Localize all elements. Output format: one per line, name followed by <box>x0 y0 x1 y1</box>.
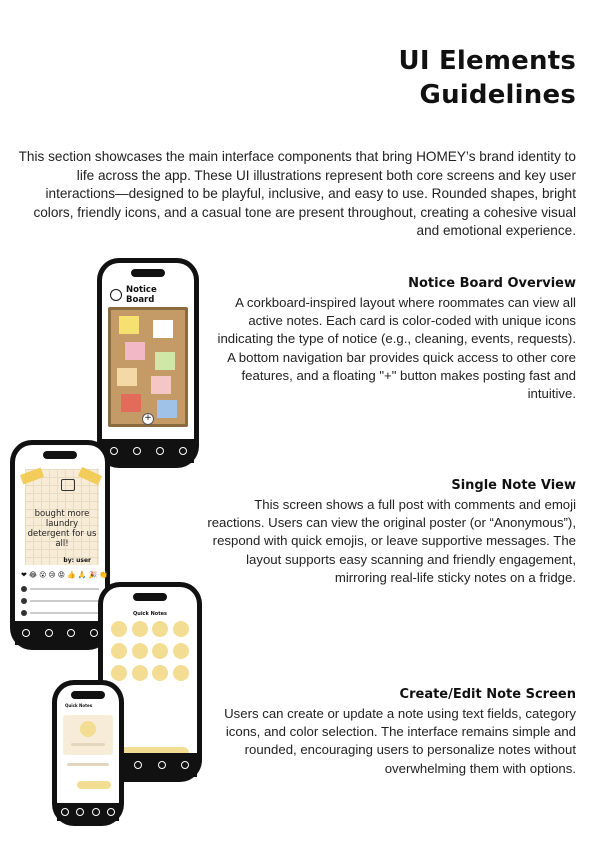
homey-logo-icon <box>110 289 122 301</box>
emoji-reaction[interactable]: 😡 <box>57 571 65 579</box>
profile-icon[interactable] <box>90 629 98 637</box>
emoji-reaction[interactable]: 😢 <box>48 571 56 579</box>
comment-text <box>30 600 99 602</box>
add-note-button[interactable]: + <box>142 413 154 425</box>
note-text-field[interactable] <box>71 743 105 746</box>
emoji-reaction[interactable]: 🎉 <box>88 571 98 579</box>
phone-mockup-create-note <box>52 680 124 826</box>
section-body-create-note: Users can create or update a note using text fields, category icons, and color selection. The interface remains simple and rounded, encouraging users to personalize notes without overwhelming them with options. <box>224 706 576 776</box>
category-icon[interactable] <box>111 621 127 637</box>
emoji-reaction[interactable]: 👏 <box>99 571 108 579</box>
home-icon[interactable] <box>110 447 118 455</box>
category-icon[interactable] <box>152 643 168 659</box>
notice-board-header <box>110 285 188 305</box>
sticky-note[interactable] <box>119 316 139 334</box>
category-icon[interactable] <box>152 665 168 681</box>
tape <box>20 468 44 485</box>
category-icon[interactable] <box>173 643 189 659</box>
category-icon[interactable] <box>173 621 189 637</box>
section-heading-notice-board: Notice Board Overview <box>408 276 576 291</box>
home-icon[interactable] <box>61 808 69 816</box>
category-icon[interactable] <box>111 665 127 681</box>
post-note-button[interactable] <box>77 781 111 789</box>
refresh-icon[interactable] <box>158 761 166 769</box>
category-icon[interactable] <box>132 665 148 681</box>
emoji-reaction[interactable]: 👍 <box>67 571 76 579</box>
category-icon[interactable] <box>152 621 168 637</box>
category-icon[interactable] <box>173 665 189 681</box>
avatar <box>21 598 27 604</box>
comment-text <box>30 588 99 590</box>
notice-board-screen <box>102 263 194 463</box>
create-note-screen <box>57 685 119 821</box>
single-note-screen <box>15 445 108 645</box>
home-icon[interactable] <box>22 629 30 637</box>
title-line-2: Guidelines <box>419 80 576 110</box>
emoji-reaction[interactable]: ❤ <box>21 571 27 579</box>
bottom-nav <box>102 439 194 463</box>
notes-icon[interactable] <box>134 761 142 769</box>
bottom-nav <box>15 621 105 645</box>
emoji-reactions <box>21 571 108 579</box>
emoji-reaction[interactable]: 😂 <box>28 571 38 579</box>
comment-row <box>21 609 99 616</box>
phone-notch <box>43 451 77 459</box>
cart-icon <box>61 479 75 491</box>
profile-icon[interactable] <box>181 761 189 769</box>
avatar <box>21 586 27 592</box>
speaker-icon[interactable] <box>80 721 96 737</box>
phone-mockup-notice-board <box>97 258 199 468</box>
category-icon[interactable] <box>111 643 127 659</box>
avatar <box>21 610 27 616</box>
profile-icon[interactable] <box>179 447 187 455</box>
comment-text <box>30 612 99 614</box>
tape <box>78 467 102 485</box>
section-heading-create-note: Create/Edit Note Screen <box>399 687 576 702</box>
sticky-note[interactable] <box>153 320 173 338</box>
refresh-icon[interactable] <box>156 447 164 455</box>
intro-paragraph: This section showcases the main interface components that bring HOMEY’s brand identity to life across the app. These UI illustrations represent both core screens and key user interactions—designed to be playful, inclusive, and easy to use. Rounded shapes, bright colors, friendly icons, and a casual tone are present throughout, creating a cohesive visual and emotional experience. <box>18 149 576 239</box>
refresh-icon[interactable] <box>92 808 100 816</box>
emoji-reaction[interactable]: 😮 <box>39 571 47 579</box>
note-text: bought more laundry detergent for us all! <box>27 509 97 549</box>
phone-notch <box>133 593 167 601</box>
note-detail-field[interactable] <box>67 763 109 766</box>
corkboard <box>108 307 188 427</box>
category-grid <box>111 621 189 681</box>
comment-row <box>21 597 99 604</box>
emoji-reaction[interactable]: 🙏 <box>77 571 87 579</box>
notice-board-title: Notice Board <box>126 285 157 305</box>
note-card <box>25 469 99 565</box>
sticky-note[interactable] <box>155 352 175 370</box>
phone-notch <box>131 269 165 277</box>
note-editor-card <box>63 715 113 755</box>
note-author: by: user <box>63 557 91 564</box>
sticky-note[interactable] <box>125 342 145 360</box>
section-body-notice-board: A corkboard-inspired layout where roommates can view all active notes. Each card is color-coded with unique icons indicating the type of notice (e.g., cleaning, events, requests). A bottom navigation bar provides quick access to other core features, and a floating "+" button makes posting fast and intuitive. <box>217 295 576 402</box>
sticky-note[interactable] <box>121 394 141 412</box>
section-heading-single-note: Single Note View <box>451 478 576 493</box>
page-title <box>399 44 576 112</box>
notes-icon[interactable] <box>76 808 84 816</box>
phone-mockup-single-note <box>10 440 110 650</box>
profile-icon[interactable] <box>107 808 115 816</box>
category-icon[interactable] <box>132 621 148 637</box>
sticky-note[interactable] <box>157 400 177 418</box>
phone-notch <box>71 691 105 699</box>
section-body-single-note: This screen shows a full post with comments and emoji reactions. Users can view the original poster (or “Anonymous”), respond with quick emojis, or leave supportive messages. The layout supports easy scanning and friendly engagement, mirroring real-life sticky notes on a fridge. <box>207 497 576 585</box>
notes-icon[interactable] <box>45 629 53 637</box>
comment-row <box>21 585 99 592</box>
sticky-note[interactable] <box>151 376 171 394</box>
title-line-1: UI Elements <box>398 46 576 76</box>
notes-icon[interactable] <box>133 447 141 455</box>
sticky-note[interactable] <box>117 368 137 386</box>
quick-notes-title: Quick Notes <box>133 611 167 617</box>
bottom-nav <box>57 803 119 821</box>
category-icon[interactable] <box>132 643 148 659</box>
refresh-icon[interactable] <box>67 629 75 637</box>
create-note-title: Quick Notes <box>65 703 93 708</box>
